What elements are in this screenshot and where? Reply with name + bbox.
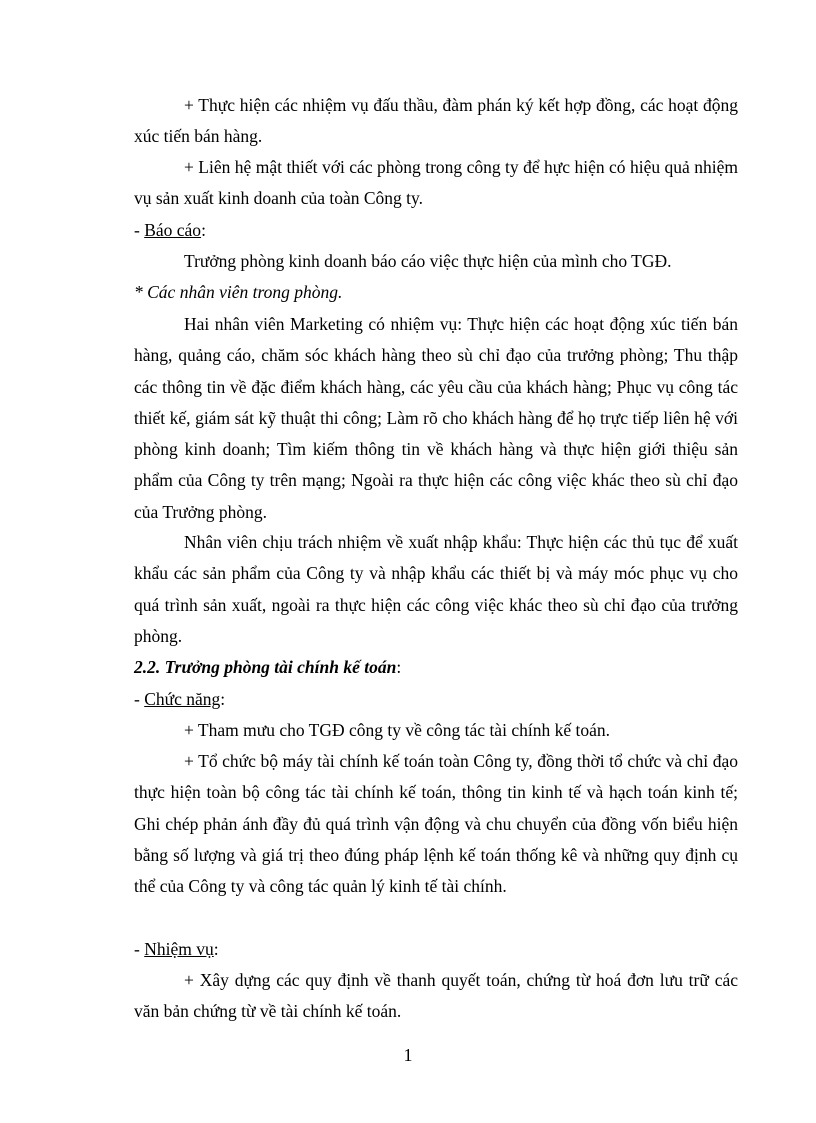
label-nhiem-vu: Nhiệm vụ: [144, 939, 214, 959]
paragraph-regulations: + Xây dựng các quy định về thanh quyết toán, chứng từ hoá đơn lưu trữ các văn bản chứng từ về tài chính kế toán.: [134, 970, 738, 1022]
heading-nhiem-vu: [134, 934, 738, 965]
label-bao-cao: Báo cáo: [144, 220, 202, 240]
colon: :: [396, 657, 402, 677]
paragraph-organize: + Tổ chức bộ máy tài chính kế toán toàn Công ty, đồng thời tổ chức và chỉ đạo thực hiện toàn bộ công tác tài chính kế toán, thông tin kinh tế và hạch toán kinh tế; Ghi chép phản ánh đầy đủ quá trình vận động và chu chuyển của đồng vốn biểu hiện bằng số lượng và giá trị theo đúng pháp lệnh kế toán thống kê và những quy định cụ thể của Công ty và công tác quản lý kinh tế tài chính.: [134, 751, 738, 897]
paragraph-advise: + Tham mưu cho TGĐ công ty về công tác tài chính kế toán.: [184, 720, 610, 740]
dash: -: [134, 939, 145, 959]
paragraph-bidding-tasks: + Thực hiện các nhiệm vụ đấu thầu, đàm phán ký kết hợp đồng, các hoạt động xúc tiến bán hàng.: [134, 95, 738, 147]
heading-staff: * Các nhân viên trong phòng.: [134, 282, 343, 302]
label-chuc-nang: Chức năng: [144, 689, 221, 709]
section-title: [134, 652, 738, 683]
colon: :: [201, 220, 206, 240]
dash: -: [134, 220, 145, 240]
heading-chuc-nang: [134, 684, 738, 715]
page-number: 1: [403, 1045, 413, 1065]
section-title-text: 2.2. Trưởng phòng tài chính kế toán: [134, 657, 397, 677]
paragraph-import-export-staff: Nhân viên chịu trách nhiệm về xuất nhập khẩu: Thực hiện các thủ tục để xuất khẩu các sản phẩm của Công ty và nhập khẩu các thiết bị và máy móc phục vụ cho quá trình sản xuất, ngoài ra thực hiện các công việc khác theo sù chỉ đạo của trưởng phòng.: [134, 532, 738, 646]
colon: :: [213, 939, 219, 959]
colon: :: [220, 689, 226, 709]
heading-bao-cao: [134, 215, 738, 246]
paragraph-report: Trưởng phòng kinh doanh báo cáo việc thực hiện của mình cho TGĐ.: [184, 251, 672, 271]
dash: -: [134, 689, 145, 709]
paragraph-marketing-staff: Hai nhân viên Marketing có nhiệm vụ: Thực hiện các hoạt động xúc tiến bán hàng, quảng cáo, chăm sóc khách hàng theo sù chỉ đạo của trưởng phòng; Thu thập các thông tin về đặc điểm khách hàng, các yêu cầu của khách hàng; Phục vụ công tác thiết kế, giám sát kỹ thuật thi công; Làm rõ cho khách hàng để họ trực tiếp liên hệ với phòng kinh doanh; Tìm kiếm thông tin về khách hàng và thực hiện giới thiệu sản phẩm của Công ty trên mạng; Ngoài ra thực hiện các công việc khác theo sù chỉ đạo của Trưởng phòng.: [134, 314, 738, 522]
paragraph-coordination: + Liên hệ mật thiết với các phòng trong công ty để hực hiện có hiệu quả nhiệm vụ sản xuất kinh doanh của toàn Công ty.: [134, 157, 738, 209]
